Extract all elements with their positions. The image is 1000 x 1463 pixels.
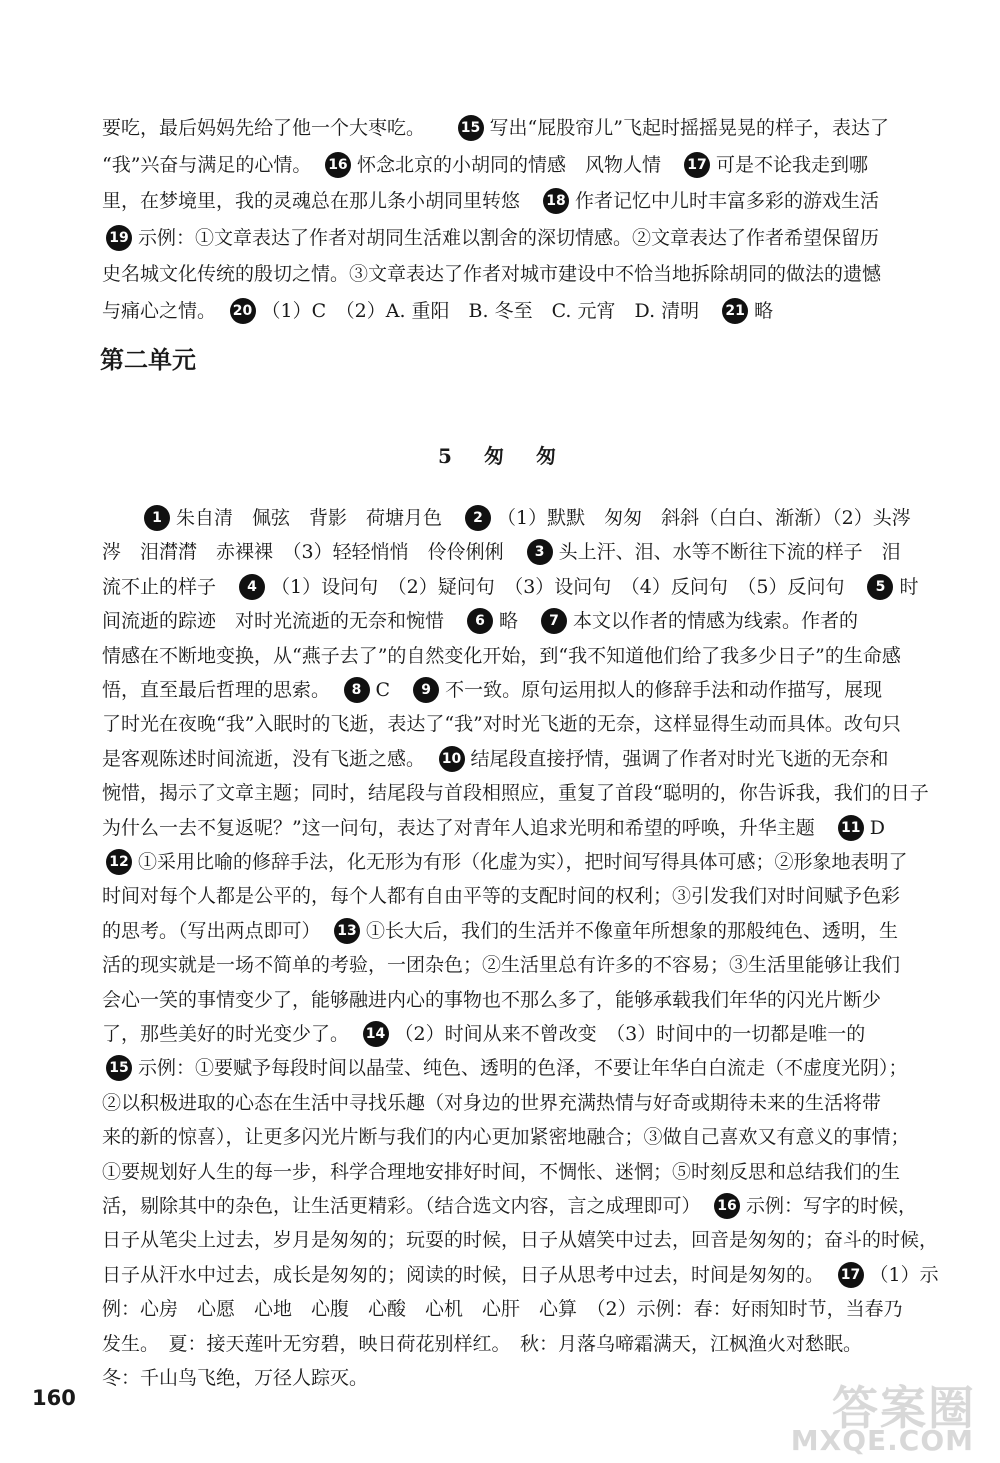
question-number-badge: 7 bbox=[541, 608, 567, 634]
answer-text: ①采用比喻的修辞手法，化无形为有形（化虚为实），把时间写得具体可感；②形象地表明了 bbox=[138, 851, 908, 873]
answer-text: 活，剔除其中的杂色，让生活更精彩。（结合选文内容，言之成理即可） bbox=[102, 1195, 711, 1217]
text-line bbox=[102, 952, 912, 978]
answer-text: 可是不论我走到哪 bbox=[715, 153, 868, 176]
answer-text: ①要规划好人生的每一步，科学合理地安排好时间，不惆怅、迷惘；⑤时刻反思和总结我们的生 bbox=[102, 1160, 901, 1183]
text-line bbox=[102, 608, 912, 634]
answer-text: 活的现实就是一场不简单的考验，一团杂色；②生活里总有许多的不容易；③生活里能够让我们 bbox=[102, 954, 901, 977]
answer-text: 示例：①文章表达了作者对胡同生活难以割舍的深切情感。②文章表达了作者希望保留历 bbox=[138, 226, 880, 249]
answer-text: （1）示 bbox=[869, 1263, 939, 1286]
text-line bbox=[102, 1124, 912, 1150]
text-line bbox=[102, 298, 912, 324]
text-line bbox=[102, 1331, 912, 1357]
answer-text: ①长大后，我们的生活并不像童年所想象的那般纯色、透明，生 bbox=[366, 919, 899, 942]
answer-text: 悟，直至最后哲理的思索。 bbox=[102, 679, 340, 701]
text-line bbox=[102, 1090, 912, 1116]
text-line bbox=[102, 115, 912, 141]
answer-text: D bbox=[869, 816, 885, 839]
answer-text: ②以积极进取的心态在生活中寻找乐趣（对身边的世界充满热情与好奇或期待未来的生活将带 bbox=[102, 1091, 882, 1114]
watermark-cn: 答案圈 bbox=[832, 1381, 976, 1435]
answer-text: 间流逝的踪迹 对时光流逝的无奈和惋惜 bbox=[102, 610, 464, 633]
question-number-badge: 14 bbox=[363, 1021, 389, 1047]
answer-text: （1）设问句 （2）疑问句 （3）设问句 （4）反问句 （5）反问句 bbox=[271, 575, 864, 598]
unit-heading: 第二单元 bbox=[100, 346, 196, 374]
answer-text: 来的新的惊喜），让更多闪光片断与我们的内心更加紧密地融合；③做自己喜欢又有意义的事情； bbox=[102, 1126, 910, 1149]
page-number: 160 bbox=[32, 1386, 76, 1410]
answer-text: 的思考。（写出两点即可） bbox=[102, 919, 331, 942]
answer-text: 日子从笔尖上过去，岁月是匆匆的；玩耍的时候，日子从嬉笑中过去，回音是匆匆的；奋斗的时候， bbox=[102, 1229, 939, 1252]
answer-text: 史名城文化传统的殷切之情。③文章表达了作者对城市建设中不恰当地拆除胡同的做法的遗憾 bbox=[102, 263, 882, 285]
answer-text: 是客观陈述时间流逝，没有飞逝之感。 bbox=[102, 747, 435, 770]
answer-text: C bbox=[375, 679, 410, 701]
watermark-en: MXQE.COM bbox=[790, 1424, 974, 1457]
answer-text: 不一致。原句运用拟人的修辞手法和动作描写，展现 bbox=[445, 679, 883, 701]
answer-text: （1）默默 匆匆 斜斜（白白、渐渐）（2）头涔 bbox=[497, 507, 911, 529]
answer-text: 本文以作者的情感为线索。作者的 bbox=[573, 610, 859, 633]
question-number-badge: 16 bbox=[325, 152, 351, 178]
answer-text: 要吃，最后妈妈先给了他一个大枣吃。 bbox=[102, 117, 454, 139]
answer-text: 例：心房 心愿 心地 心腹 心酸 心机 心肝 心算 （2）示例：春：好雨知时节，当春乃 bbox=[102, 1298, 903, 1321]
answer-text: 示例：写字的时候， bbox=[746, 1195, 918, 1217]
lesson-title: 5 匆 匆 bbox=[438, 444, 562, 468]
text-line bbox=[102, 1262, 939, 1288]
text-line bbox=[102, 539, 912, 565]
question-number-badge: 10 bbox=[439, 746, 465, 772]
answer-text: 时间对每个人都是公平的，每个人都有自由平等的支配时间的权利；③引发我们对时间赋予色彩 bbox=[102, 885, 901, 908]
answer-text: 冬：千山鸟飞绝，万径人踪灭。 bbox=[102, 1367, 369, 1389]
answer-text: 写出“屁股帘儿”飞起时摇摇晃晃的样子，表达了 bbox=[489, 117, 889, 139]
answer-text: 情感在不断地变换，从“燕子去了”的自然变化开始，到“我不知道他们给了我多少日子”的生命感 bbox=[102, 644, 901, 667]
question-number-badge: 4 bbox=[239, 574, 265, 600]
text-line bbox=[102, 815, 912, 841]
answer-text: 了时光在夜晚“我”入眠时的飞逝，表达了“我”对时光飞逝的无奈，这样显得生动而具体。改句只 bbox=[102, 713, 901, 736]
question-number-badge: 17 bbox=[684, 152, 710, 178]
answer-text: 略 bbox=[754, 299, 774, 322]
question-number-badge: 21 bbox=[722, 298, 748, 324]
question-number-badge: 18 bbox=[543, 188, 569, 214]
question-number-badge: 19 bbox=[106, 225, 132, 251]
question-number-badge: 2 bbox=[465, 505, 491, 531]
question-number-badge: 16 bbox=[714, 1193, 740, 1219]
text-line bbox=[102, 746, 912, 772]
answer-text: 为什么一去不复返呢？”这一问句，表达了对青年人追求光明和希望的呼唤，升华主题 bbox=[102, 816, 834, 839]
watermark-logo bbox=[756, 1372, 986, 1456]
answer-text: 朱自清 佩弦 背影 荷塘月色 bbox=[176, 507, 462, 529]
question-number-badge: 12 bbox=[106, 849, 132, 875]
answer-text: 里，在梦境里，我的灵魂总在那儿条小胡同里转悠 bbox=[102, 190, 540, 212]
text-line bbox=[102, 1193, 918, 1219]
text-line bbox=[102, 188, 912, 214]
text-line bbox=[102, 261, 912, 287]
question-number-badge: 8 bbox=[344, 677, 370, 703]
text-line bbox=[102, 849, 912, 875]
answer-text: 结尾段直接抒情，强调了作者对时光飞逝的无奈和 bbox=[470, 747, 889, 770]
text-line bbox=[102, 883, 912, 909]
answer-text: 发生。 夏：接天莲叶无穷碧，映日荷花别样红。 秋：月落乌啼霜满天，江枫渔火对愁眠。 bbox=[102, 1332, 863, 1355]
text-line bbox=[102, 1296, 912, 1322]
text-line bbox=[102, 225, 912, 251]
answer-text: 与痛心之情。 bbox=[102, 299, 226, 322]
answer-text: 头上汗、泪、水等不断往下流的样子 泪 bbox=[558, 541, 901, 564]
answer-text: 略 bbox=[499, 610, 538, 633]
question-number-badge: 11 bbox=[838, 815, 864, 841]
text-line bbox=[102, 1227, 939, 1253]
answer-text: 会心一笑的事情变少了，能够融进内心的事物也不那么多了，能够承载我们年华的闪光片断少 bbox=[102, 988, 882, 1011]
text-line bbox=[102, 1055, 912, 1081]
question-number-badge: 17 bbox=[838, 1262, 864, 1288]
answer-text: （2）时间从来不曾改变 （3）时间中的一切都是唯一的 bbox=[394, 1023, 866, 1045]
text-line bbox=[102, 1021, 912, 1047]
answer-text: 涔 泪潸潸 赤裸裸 （3）轻轻悄悄 伶伶俐俐 bbox=[102, 541, 523, 564]
text-line bbox=[102, 780, 929, 806]
question-number-badge: 3 bbox=[527, 539, 553, 565]
answer-text: 作者记忆中儿时丰富多彩的游戏生活 bbox=[575, 190, 880, 212]
answer-text: 示例：①要赋予每段时间以晶莹、纯色、透明的色泽，不要让年华白白流走（不虚度光阴）； bbox=[138, 1057, 908, 1080]
text-line bbox=[102, 1159, 912, 1185]
answer-text: 惋惜，揭示了文章主题；同时，结尾段与首段相照应，重复了首段“聪明的，你告诉我，我们的日子 bbox=[102, 782, 929, 805]
text-line bbox=[102, 987, 912, 1013]
answer-text: 了，那些美好的时光变少了。 bbox=[102, 1023, 359, 1045]
question-number-badge: 5 bbox=[867, 574, 893, 600]
text-line bbox=[102, 643, 912, 669]
text-line bbox=[102, 574, 919, 600]
question-number-badge: 6 bbox=[467, 608, 493, 634]
question-number-badge: 1 bbox=[144, 505, 170, 531]
answer-text: “我”兴奋与满足的心情。 bbox=[102, 153, 321, 176]
text-line bbox=[140, 505, 950, 531]
text-line bbox=[102, 711, 912, 737]
question-number-badge: 20 bbox=[230, 298, 256, 324]
question-number-badge: 15 bbox=[458, 115, 484, 141]
answer-text: （1）C （2）A. 重阳 B. 冬至 C. 元宵 D. 清明 bbox=[261, 299, 719, 322]
answer-text: 日子从汗水中过去，成长是匆匆的；阅读的时候，日子从思考中过去，时间是匆匆的。 bbox=[102, 1263, 834, 1286]
question-number-badge: 13 bbox=[334, 918, 360, 944]
text-line bbox=[102, 677, 912, 703]
answer-text: 流不止的样子 bbox=[102, 575, 236, 598]
answer-text: 怀念北京的小胡同的情感 风物人情 bbox=[356, 153, 680, 176]
question-number-badge: 15 bbox=[106, 1055, 132, 1081]
text-line bbox=[102, 918, 912, 944]
answer-text: 时 bbox=[899, 575, 919, 598]
question-number-badge: 9 bbox=[413, 677, 439, 703]
text-line bbox=[102, 152, 912, 178]
